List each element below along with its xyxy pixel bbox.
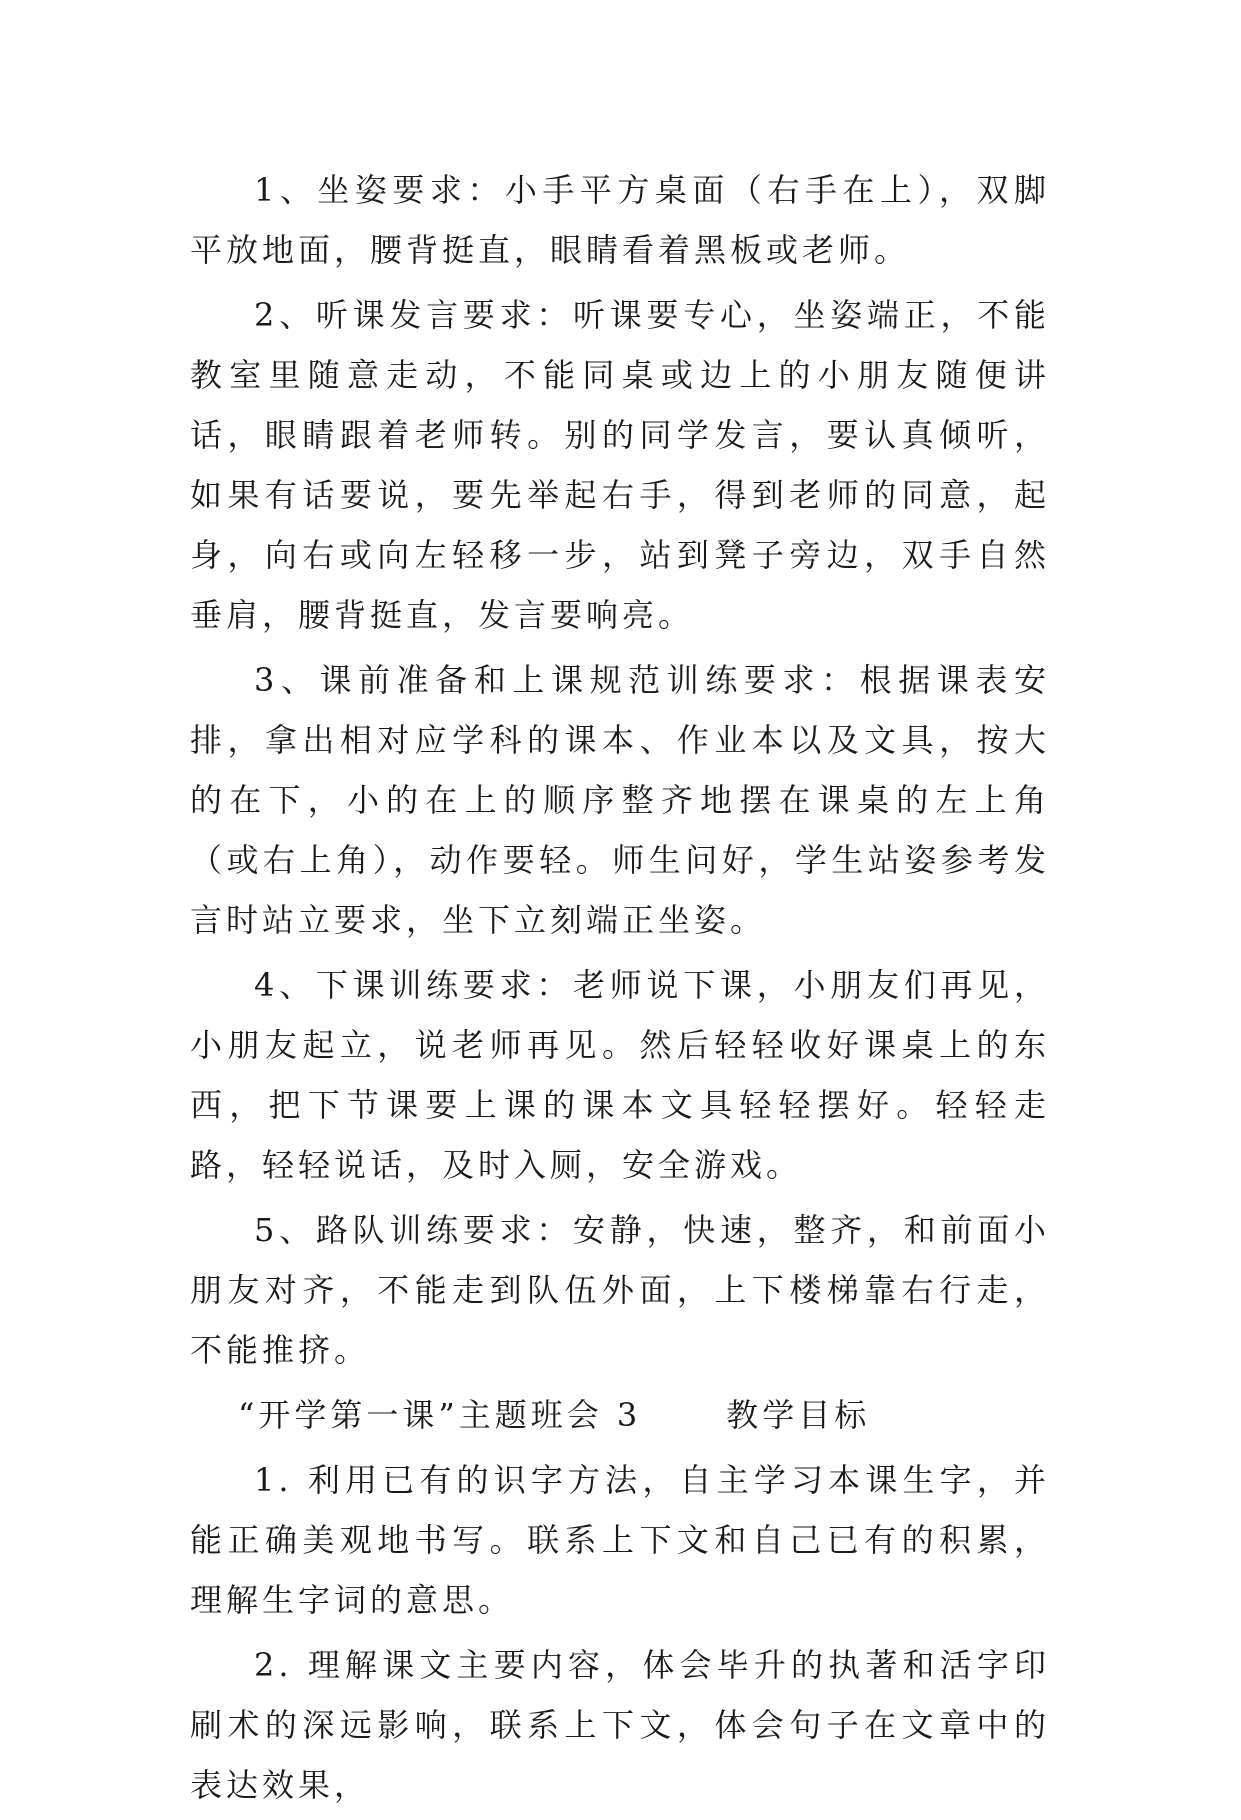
paragraph-sitting-posture: 1、坐姿要求：小手平方桌面（右手在上），双脚平放地面，腰背挺直，眼睛看着黑板或老师。 (190, 171, 1050, 269)
paragraph-line-up: 5、路队训练要求：安静，快速，整齐，和前面小朋友对齐，不能走到队伍外面，上下楼梯靠右行走，不能推挤。 (190, 1211, 1050, 1369)
paragraph-after-class: 4、下课训练要求：老师说下课，小朋友们再见，小朋友起立，说老师再见。然后轻轻收好课桌上的东西，把下节课要上课的课本文具轻轻摆好。轻轻走路，轻轻说话，及时入厕，安全游戏。 (190, 966, 1050, 1184)
document-page (190, 160, 1050, 1820)
goal-item-2: 2. 理解课文主要内容，体会毕升的执著和活字印刷术的深远影响，联系上下文，体会句子在文章中的表达效果， (190, 1646, 1050, 1804)
paragraph-listening-speaking: 2、听课发言要求：听课要专心，坐姿端正，不能教室里随意走动，不能同桌或边上的小朋友随便讲话，眼睛跟着老师转。别的同学发言，要认真倾听，如果有话要说，要先举起右手，得到老师的同意，起身，向右或向左轻移一步，站到凳子旁边，双手自然垂肩，腰背挺直，发言要响亮。 (190, 296, 1050, 634)
goal-item-1: 1. 利用已有的识字方法，自主学习本课生字，并能正确美观地书写。联系上下文和自己已有的积累，理解生字词的意思。 (190, 1461, 1050, 1619)
section-heading: “开学第一课”主题班会 3 教学目标 (238, 1396, 871, 1434)
paragraph-class-preparation: 3、课前准备和上课规范训练要求：根据课表安排，拿出相对应学科的课本、作业本以及文具，按大的在下，小的在上的顺序整齐地摆在课桌的左上角（或右上角），动作要轻。师生问好，学生站姿参考发言时站立要求，坐下立刻端正坐姿。 (190, 661, 1050, 939)
